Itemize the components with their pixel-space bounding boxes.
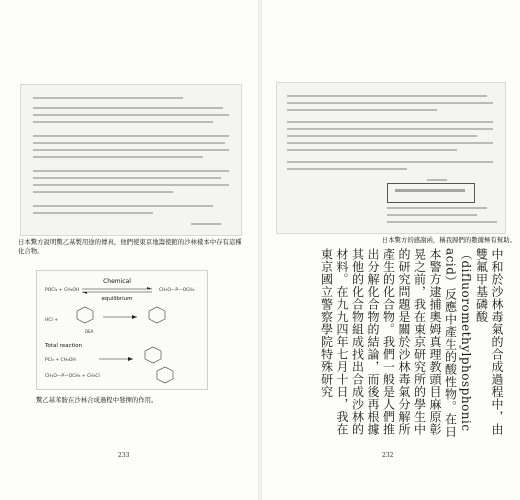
figure-total-label: Total reaction [45,343,83,349]
svg-text:CH₃O—P—OCH₃ + CH₃Cl: CH₃O—P—OCH₃ + CH₃Cl [45,374,100,379]
page-number-left: 233 [118,452,130,459]
figure-subtitle: equilibrium [101,296,133,302]
svg-text:CH₃O—P—OCH₃: CH₃O—P—OCH₃ [159,288,195,293]
svg-text:HCl +: HCl + [45,318,58,323]
scanned-letter [20,84,242,236]
page-number-right: 232 [382,452,394,459]
right-caption: 日本驚方的感謝函，稱我歸們的數據極有幫助。 [381,236,516,244]
body-text-vertical: 中和於沙林毒氣的合成過程中，由雙氟甲基磷酸（difluoromethylphosphonic acid）反應中產生的酸性物。在日本警方逮捕奧姆真理教頭目麻原彰晃之前，我在東京研究所的學生中的研究問題是關於沙林毒氣分解所產生的化合物。我們一般是人們推出分解化合物的結論，而後再根據其他的化合物組成找出合成沙林的材料。在九九四年七月十日，我在東京國立警察學院特殊研究 [319,248,504,438]
svg-text:POCl₂ + CH₃OH: POCl₂ + CH₃OH [45,288,80,293]
figure-caption: 驚乙基苯胺在沙林合成過程中發揮的作用。 [36,396,158,404]
signature-box [387,183,475,203]
scanned-thank-you-letter [276,82,506,234]
right-page [262,0,520,500]
figure-title: Chemical [103,278,131,285]
left-page [0,0,258,500]
left-caption: 日本驚方說明驚乙基製用途的傳真，他們使東京地籌使館的沙林樣本中存有這種化合物。 [18,238,242,255]
chemical-figure [36,270,208,390]
svg-text:DEA: DEA [85,329,94,334]
reaction-diagram [37,271,207,389]
svg-text:PCl₃ + CH₃OH: PCl₃ + CH₃OH [45,358,76,363]
